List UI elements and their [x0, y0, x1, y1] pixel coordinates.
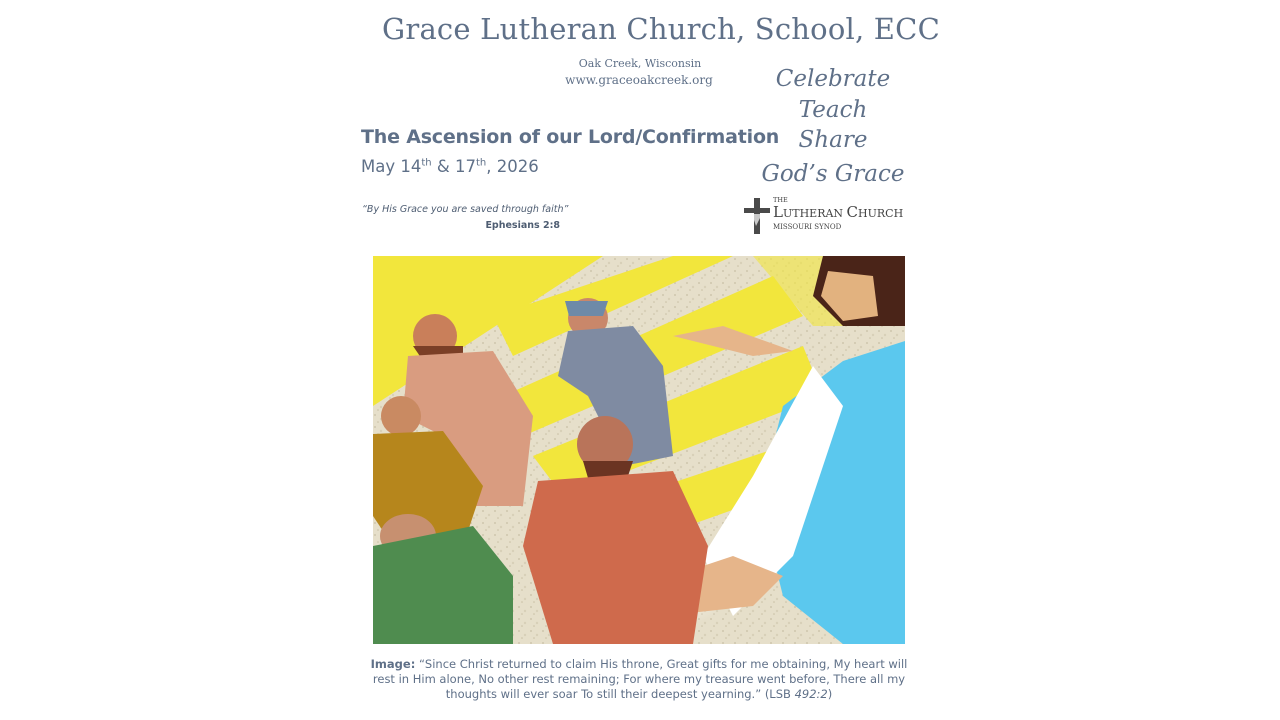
church-website[interactable]: www.graceoakcreek.org: [565, 73, 713, 87]
motto-gods-grace: God’s Grace: [761, 161, 905, 187]
lcms-logo: [742, 196, 914, 236]
motto-teach: Teach: [798, 97, 868, 123]
cross-icon: [742, 196, 776, 236]
church-title: Grace Lutheran Church, School, ECC: [382, 12, 940, 46]
motto-share: Share: [798, 127, 868, 153]
motto-celebrate: Celebrate: [775, 66, 891, 92]
scripture-reference: Ephesians 2:8: [485, 220, 560, 231]
scripture-verse: “By His Grace you are saved through faith”: [362, 204, 569, 215]
logo-the: THE: [773, 196, 788, 204]
logo-missouri-synod: MISSOURI SYNOD: [773, 223, 842, 231]
service-title: The Ascension of our Lord/Confirmation: [361, 126, 780, 148]
ascension-illustration: [373, 256, 905, 644]
church-location: Oak Creek, Wisconsin: [578, 57, 702, 70]
image-caption: Image: “Since Christ returned to claim His throne, Great gifts for me obtaining, My heart will rest in Him alone, No other rest remaining; For where my treasure went before, There all my thoughts will ever soar To still their deepest yearning.” (LSB 492:2): [370, 657, 908, 701]
service-date: May 14th & 17th, 2026: [361, 157, 539, 176]
logo-lutheran-church: LUTHERAN CHURCH: [773, 203, 904, 221]
